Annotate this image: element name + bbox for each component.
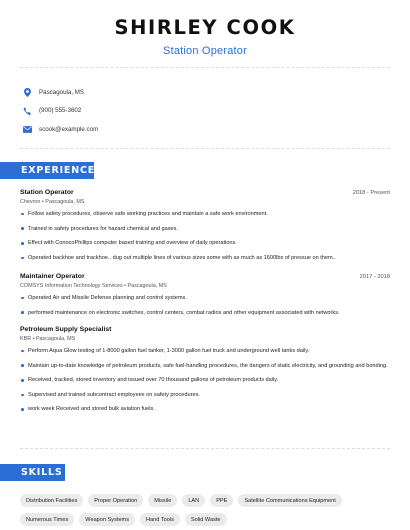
job-bullets: [20, 294, 390, 317]
skills-heading: SKILLS: [0, 464, 65, 481]
location-text: Pascagoula, MS: [39, 88, 85, 96]
job-title: Petroleum Supply Specialist: [20, 326, 112, 333]
skill-chip: Satellite Communications Equipment: [238, 494, 341, 507]
bullet-item: Received, tracked, stored inventory and issued over 70 thousand gallons of petroleum products daily.: [20, 376, 390, 384]
skill-chip: Distribution Facilities: [20, 494, 83, 507]
skill-chip: Hand Tools: [140, 513, 180, 526]
bullet-item: Operated backhoe and trackhoe.. dug out multiple lines of various sizes some with as much as 1600lbs of pressue on them..: [20, 254, 390, 262]
experience-heading: EXPERIENCE: [0, 162, 94, 179]
job-bullets: [20, 210, 390, 262]
resume-header: [0, 0, 410, 57]
experience-entry: [20, 326, 390, 420]
bullet-item: Follow safety procedures, observe safe working practices and maintain a safe work environment.: [20, 210, 390, 218]
bullet-item: Operated Air and Missile Defense planning and control systems.: [20, 294, 390, 302]
bullet-item: Effect with ConocoPhillips computer based training and overview of daily operations.: [20, 239, 390, 247]
phone-text: (900) 555-3602: [39, 107, 82, 115]
contact-location: [22, 83, 98, 102]
bullet-item: Maintain up-to-date knowledge of petroleum products, safe fuel-handling procedures, the dangers of static electricity, and grounding and bonding.: [20, 362, 390, 370]
contact-phone: [22, 102, 98, 121]
experience-divider: [20, 448, 390, 449]
bullet-item: Supervised and trained subcontract employees on safety procedures.: [20, 391, 390, 399]
bullet-item: work week Received and stored bulk aviation fuels.: [20, 405, 390, 413]
skill-chip: Numerous Times: [20, 513, 74, 526]
skill-chip: PPE: [210, 494, 233, 507]
bullet-item: performed maintenance on electronic switches, control centers, combat radios and other equipment associated with networks.: [20, 309, 390, 317]
header-divider: [20, 67, 390, 68]
job-title: Maintainer Operator: [20, 273, 85, 280]
skill-chip: Solid Waste: [185, 513, 227, 526]
job-dates: 2017 - 2018: [359, 274, 390, 280]
skill-chip: LAN: [182, 494, 205, 507]
phone-icon: [22, 106, 32, 116]
job-company: Chevron • Pascagoula, MS: [20, 199, 85, 205]
candidate-role: Station Operator: [163, 45, 247, 57]
experience-entry: [20, 273, 390, 323]
skill-chip: Weapon Systems: [79, 513, 135, 526]
skills-list: [20, 494, 392, 526]
contact-info: [22, 83, 98, 139]
location-pin-icon: [22, 87, 32, 97]
skill-chip: Missile: [148, 494, 177, 507]
job-title: Station Operator: [20, 189, 74, 196]
experience-entry: [20, 189, 390, 268]
job-bullets: [20, 347, 390, 414]
envelope-icon: [22, 124, 32, 134]
candidate-name: SHIRLEY COOK: [114, 16, 296, 39]
job-dates: 2018 - Present: [352, 190, 390, 196]
job-company: KBR • Pascagoula, MS: [20, 336, 76, 342]
bullet-item: Trained in safety procedures for hazard chemical and gases.: [20, 225, 390, 233]
contact-email: [22, 120, 98, 139]
bullet-item: Perform Aqua Glow testing of 1-8000 gallon fuel tanker, 1-3000 gallon fuel truck and underground well tanks daily.: [20, 347, 390, 355]
job-company: COMSYS Information Technology Services • Pascagoula, MS: [20, 283, 167, 289]
contact-divider: [20, 148, 390, 149]
skill-chip: Proper Operation: [88, 494, 143, 507]
email-text[interactable]: scook@example.com: [39, 125, 99, 133]
